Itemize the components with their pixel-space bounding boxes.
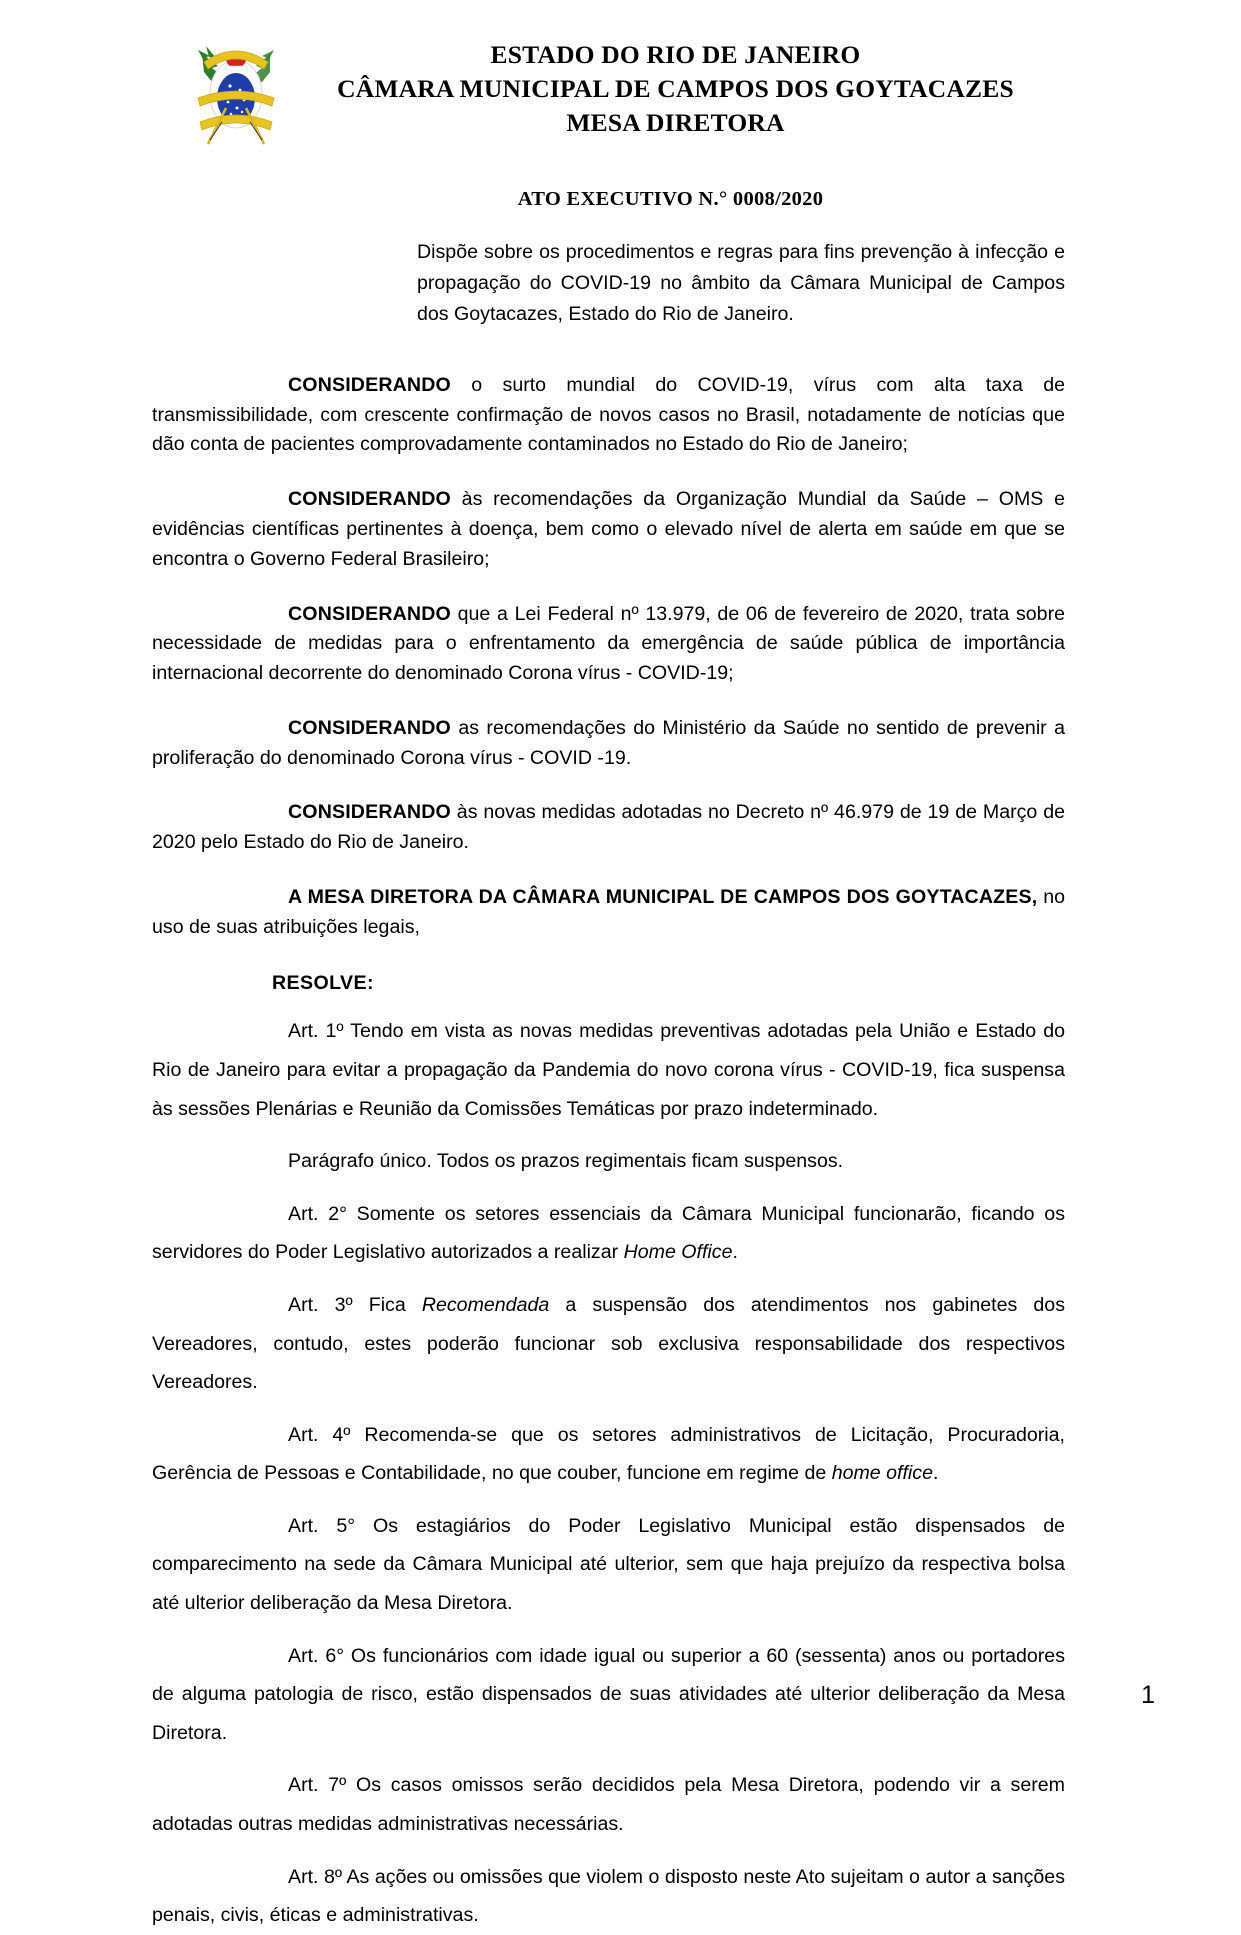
- document-header: [0, 0, 1241, 158]
- paragrafo-unico: [152, 1142, 1065, 1181]
- document-body: [152, 237, 1065, 1935]
- art-3-pre: Art. 3º Fica: [288, 1293, 422, 1316]
- considerando-4: [152, 714, 1065, 774]
- considerando-2-text: às recomendações da Organização Mundial da Saúde – OMS e evidências científicas pertinentes à doença, bem como o elevado nível de alerta em saúde em que se encontra o Governo Federal Brasileiro;: [152, 488, 1065, 570]
- considerando-4-keyword: CONSIDERANDO: [288, 716, 451, 739]
- considerando-4-text: as recomendações do Ministério da Saúde no sentido de prevenir a proliferação do denominado Corona vírus - COVID -19.: [152, 716, 1065, 769]
- art-7-pre: Art. 7º Os casos omissos serão decididos pela Mesa Diretora, podendo vir a serem adotadas outras medidas administrativas necessárias.: [152, 1774, 1065, 1836]
- art-4: [152, 1416, 1065, 1493]
- header-title-block: [0, 38, 1241, 140]
- considerando-1-keyword: CONSIDERANDO: [288, 373, 451, 396]
- art-2: [152, 1195, 1065, 1272]
- art-4-pre: Art. 4º Recomenda-se que os setores administrativos de Licitação, Procuradoria, Gerência de Pessoas e Contabilidade, no que couber, funcione em regime de: [152, 1423, 1065, 1485]
- art-5-pre: Art. 5° Os estagiários do Poder Legislativo Municipal estão dispensados de comparecimento na sede da Câmara Municipal até ulterior, sem que haja prejuízo da respectiva bolsa até ulterior deliberação da Mesa Diretora.: [152, 1514, 1065, 1615]
- considerando-3: [152, 600, 1065, 689]
- brasao-campos-dos-goytacazes-icon: [192, 36, 280, 152]
- document-number: ATO EXECUTIVO N.° 0008/2020: [517, 188, 824, 210]
- header-line-mesa-diretora: MESA DIRETORA: [566, 108, 785, 137]
- considerando-5: [152, 798, 1065, 858]
- art-5: [152, 1507, 1065, 1623]
- mesa-diretora-keyword: A MESA DIRETORA DA CÂMARA MUNICIPAL DE CAMPOS DOS GOYTACAZES,: [288, 886, 1038, 909]
- art-7: [152, 1766, 1065, 1843]
- art-2-post: .: [732, 1241, 738, 1264]
- art-3-italic: Recomendada: [421, 1293, 550, 1316]
- art-1-pre: Art. 1º Tendo em vista as novas medidas preventivas adotadas pela União e Estado do Rio de Janeiro para evitar a propagação da Pandemia do novo corona vírus - COVID-19, fica suspensa às sessões Plenárias e Reunião da Comissões Temáticas por prazo indeterminado.: [152, 1020, 1065, 1120]
- considerando-5-text: às novas medidas adotadas no Decreto nº 46.979 de 19 de Março de 2020 pelo Estado do Rio de Janeiro.: [152, 801, 1065, 854]
- ementa-paragraph: Dispõe sobre os procedimentos e regras para fins prevenção à infecção e propagação do COVID-19 no âmbito da Câmara Municipal de Campos dos Goytacazes, Estado do Rio de Janeiro.: [417, 241, 1065, 325]
- considerando-2-keyword: CONSIDERANDO: [288, 488, 451, 511]
- art-3-post: a suspensão dos atendimentos nos gabinetes dos Vereadores, contudo, estes poderão funcionar sob exclusiva responsabilidade dos respectivos Vereadores.: [152, 1293, 1065, 1394]
- art-6-pre: Art. 6° Os funcionários com idade igual ou superior a 60 (sessenta) anos ou portadores de alguma patologia de risco, estão dispensados de suas atividades até ulterior deliberação da Mesa Diretora.: [152, 1644, 1065, 1744]
- art-8-pre: Art. 8º As ações ou omissões que violem o disposto neste Ato sujeitam o autor a sanções penais, civis, éticas e administrativas.: [152, 1865, 1065, 1927]
- considerando-1: [152, 371, 1065, 460]
- header-line-estado: ESTADO DO RIO DE JANEIRO: [490, 40, 861, 69]
- art-1: [152, 1012, 1065, 1128]
- art-4-italic: home office: [831, 1462, 933, 1485]
- art-8: [152, 1858, 1065, 1935]
- page-number: 1: [1141, 1681, 1155, 1709]
- art-2-italic: Home Office: [623, 1241, 733, 1264]
- mesa-diretora-text: no uso de suas atribuições legais,: [152, 886, 1065, 938]
- considerando-3-text: que a Lei Federal nº 13.979, de 06 de fevereiro de 2020, trata sobre necessidade de medidas para o enfrentamento da emergência de saúde pública de importância internacional decorrente do denominado Corona vírus - COVID-19;: [152, 602, 1065, 685]
- considerando-2: [152, 485, 1065, 574]
- mesa-diretora-paragraph: [152, 883, 1065, 943]
- art-2-pre: Art. 2° Somente os setores essenciais da Câmara Municipal funcionarão, ficando os servidores do Poder Legislativo autorizados a realizar: [152, 1202, 1065, 1264]
- header-line-camara: CÂMARA MUNICIPAL DE CAMPOS DOS GOYTACAZES: [337, 74, 1014, 103]
- art-6: [152, 1637, 1065, 1753]
- considerando-1-text: o surto mundial do COVID-19, vírus com alta taxa de transmissibilidade, com crescente confirmação de novos casos no Brasil, notadamente de notícias que dão conta de pacientes comprovadamente contaminados no Estado do Rio de Janeiro;: [152, 373, 1065, 456]
- considerando-3-keyword: CONSIDERANDO: [288, 602, 451, 625]
- resolve-label: RESOLVE:: [272, 971, 374, 994]
- art-4-post: .: [932, 1462, 939, 1485]
- considerando-5-keyword: CONSIDERANDO: [288, 801, 451, 824]
- art-3: [152, 1286, 1065, 1402]
- paragrafo-unico-pre: Parágrafo único. Todos os prazos regimentais ficam suspensos.: [288, 1150, 844, 1173]
